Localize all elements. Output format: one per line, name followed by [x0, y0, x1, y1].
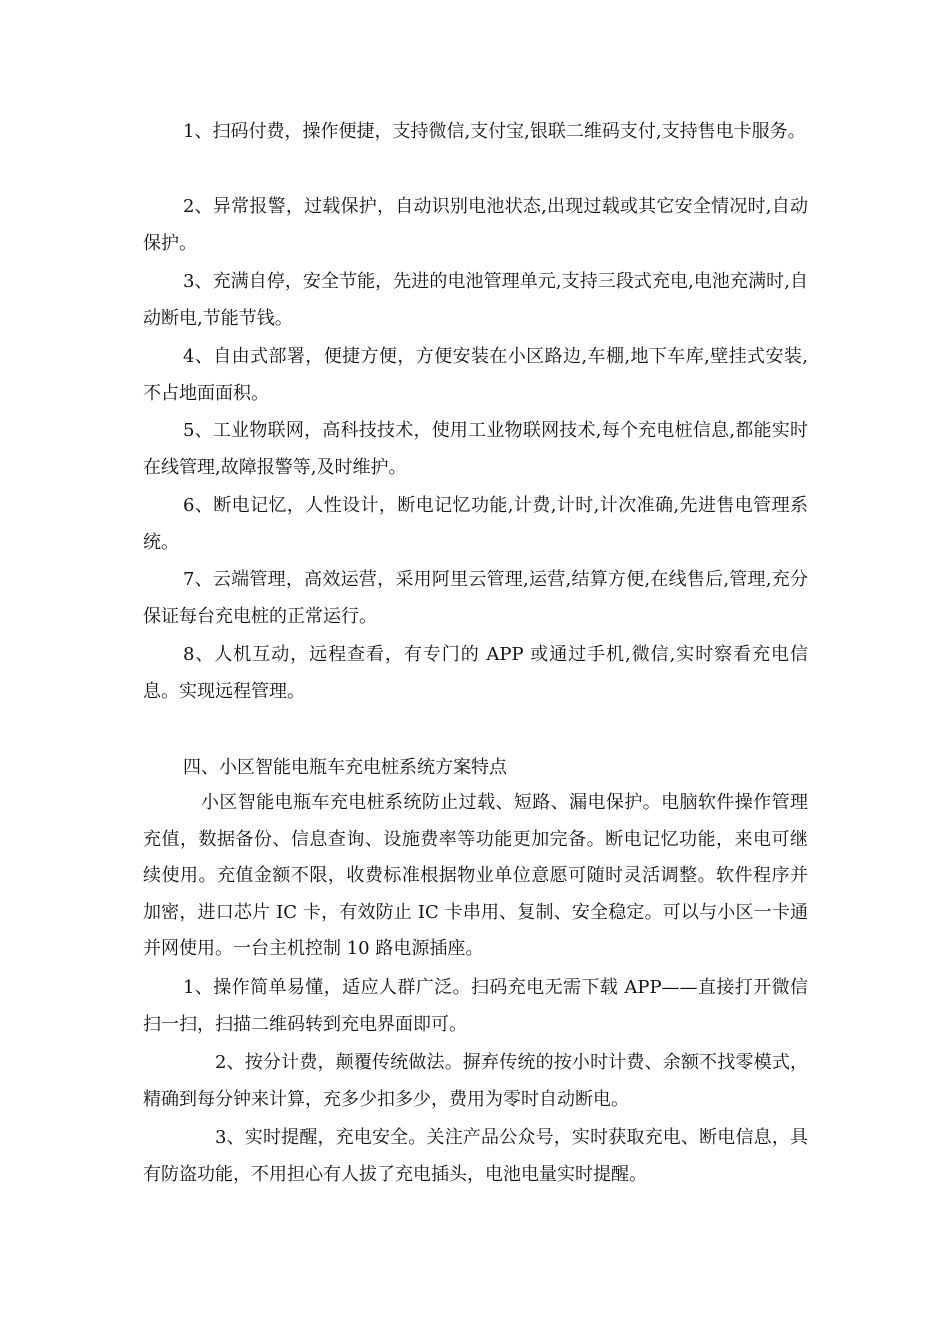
section-point-3: 3、实时提醒，充电安全。关注产品公众号，实时获取充电、断电信息，具有防盗功能，不用担心有人拔了充电插头，电池电量实时提醒。	[143, 1127, 808, 1185]
feature-item-4: 4、自由式部署，便捷方便，方便安装在小区路边,车棚,地下车库,壁挂式安装,不占地面面积。	[143, 346, 808, 404]
section-point-1: 1、操作简单易懂，适应人群广泛。扫码充电无需下载 APP——直接打开微信扫一扫，扫描二维码转到充电界面即可。	[143, 977, 808, 1035]
feature-item-8: 8、人机互动，远程查看，有专门的 APP 或通过手机,微信,实时察看充电信息。实现远程管理。	[143, 644, 808, 702]
section-intro: 小区智能电瓶车充电桩系统防止过载、短路、漏电保护。电脑软件操作管理充值，数据备份、信息查询、设施费率等功能更加完备。断电记忆功能，来电可继续使用。充值金额不限，收费标准根据物业单位意愿可随时灵活调整。软件程序并加密，进口芯片 IC 卡，有效防止 IC 卡串用、复制、安全稳定。可以与小区一卡通并网使用。一台主机控制 10 路电源插座。	[143, 792, 808, 959]
feature-item-5: 5、工业物联网，高科技技术，使用工业物联网技术,每个充电桩信息,都能实时在线管理,故障报警等,及时维护。	[143, 420, 808, 478]
feature-item-1: 1、扫码付费，操作便捷，支持微信,支付宝,银联二维码支付,支持售电卡服务。	[183, 121, 806, 142]
section-point-2: 2、按分计费，颠覆传统做法。摒弃传统的按小时计费、余额不找零模式，精确到每分钟来计算，充多少扣多少，费用为零时自动断电。	[143, 1052, 808, 1110]
section-heading: 四、小区智能电瓶车充电桩系统方案特点	[183, 757, 507, 778]
feature-item-7: 7、云端管理，高效运营，采用阿里云管理,运营,结算方便,在线售后,管理,充分保证每台充电桩的正常运行。	[143, 569, 808, 627]
feature-item-6: 6、断电记忆，人性设计，断电记忆功能,计费,计时,计次准确,先进售电管理系统。	[143, 495, 808, 553]
feature-item-3: 3、充满自停，安全节能，先进的电池管理单元,支持三段式充电,电池充满时,自动断电,节能节钱。	[143, 271, 808, 329]
feature-item-2: 2、异常报警，过载保护，自动识别电池状态,出现过载或其它安全情况时,自动保护。	[143, 196, 808, 254]
